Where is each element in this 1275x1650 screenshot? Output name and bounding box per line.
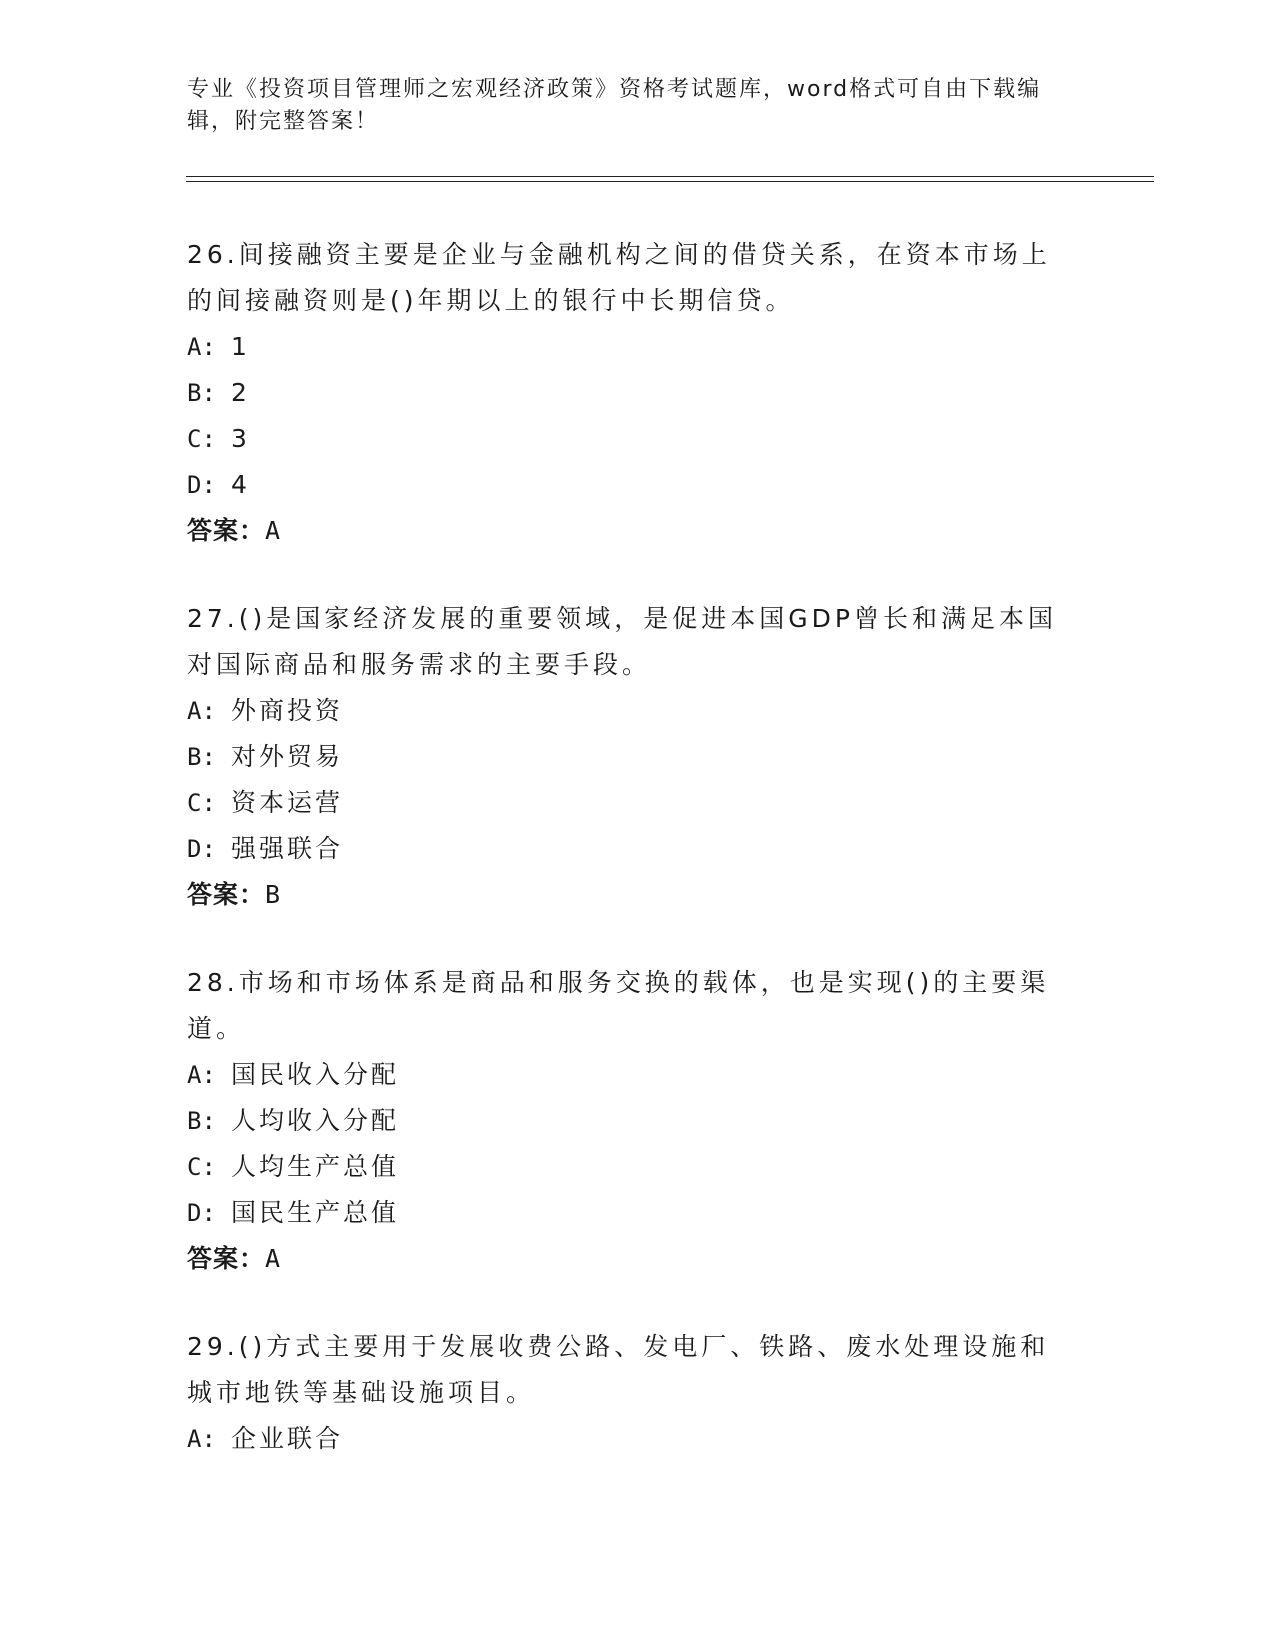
option-d	[187, 826, 1077, 872]
option-b	[187, 734, 1077, 780]
option-letter: A:	[187, 697, 216, 725]
option-letter: A:	[187, 1061, 216, 1089]
option-text: 强强联合	[231, 834, 344, 863]
option-text: 1	[231, 332, 250, 361]
option-letter: D:	[187, 1199, 216, 1227]
option-text: 资本运营	[231, 788, 344, 817]
answer-label: 答案：	[187, 1244, 266, 1273]
option-a	[187, 1416, 1077, 1462]
option-letter: C:	[187, 789, 216, 817]
document-header: 专业《投资项目管理师之宏观经济政策》资格考试题库，word格式可自由下载编辑，附完整答案！	[187, 77, 1042, 134]
option-letter: C:	[187, 1153, 216, 1181]
option-letter: B:	[187, 743, 216, 771]
option-text: 外商投资	[231, 696, 344, 725]
answer-line	[187, 872, 1077, 918]
option-a	[187, 1052, 1077, 1098]
option-text: 人均收入分配	[231, 1106, 400, 1135]
option-letter: A:	[187, 333, 216, 361]
answer-line	[187, 1236, 1077, 1282]
question-29	[187, 1324, 1077, 1462]
option-text: 国民生产总值	[231, 1198, 400, 1227]
header-divider-top	[186, 176, 1154, 177]
answer-label: 答案：	[187, 880, 266, 909]
option-c	[187, 1144, 1077, 1190]
option-d	[187, 1190, 1077, 1236]
answer-value: A	[265, 516, 282, 545]
question-stem: 27.()是国家经济发展的重要领域，是促进本国GDP曾长和满足本国对国际商品和服务需求的主要手段。	[187, 604, 1057, 679]
option-text: 对外贸易	[231, 742, 344, 771]
option-letter: D:	[187, 471, 216, 499]
option-letter: A:	[187, 1425, 216, 1453]
option-b	[187, 370, 1077, 416]
option-b	[187, 1098, 1077, 1144]
question-27	[187, 596, 1077, 918]
option-text: 人均生产总值	[231, 1152, 400, 1181]
option-letter: C:	[187, 425, 216, 453]
header-divider-bottom	[186, 181, 1154, 182]
question-stem: 28.市场和市场体系是商品和服务交换的载体，也是实现()的主要渠道。	[187, 968, 1050, 1043]
question-26	[187, 232, 1077, 554]
option-letter: B:	[187, 1107, 216, 1135]
option-letter: B:	[187, 379, 216, 407]
answer-line	[187, 508, 1077, 554]
option-a	[187, 688, 1077, 734]
option-letter: D:	[187, 835, 216, 863]
option-c	[187, 416, 1077, 462]
question-stem: 29.()方式主要用于发展收费公路、发电厂、铁路、废水处理设施和城市地铁等基础设施项目。	[187, 1332, 1050, 1407]
question-stem: 26.间接融资主要是企业与金融机构之间的借贷关系，在资本市场上的间接融资则是()年期以上的银行中长期信贷。	[187, 240, 1051, 315]
option-d	[187, 462, 1077, 508]
option-text: 3	[231, 424, 250, 453]
option-text: 2	[231, 378, 250, 407]
option-text: 国民收入分配	[231, 1060, 400, 1089]
option-c	[187, 780, 1077, 826]
question-28	[187, 960, 1077, 1282]
option-a	[187, 324, 1077, 370]
answer-label: 答案：	[187, 516, 266, 545]
option-text: 企业联合	[231, 1424, 344, 1453]
option-text: 4	[231, 470, 250, 499]
answer-value: A	[265, 1244, 282, 1273]
answer-value: B	[265, 880, 282, 909]
